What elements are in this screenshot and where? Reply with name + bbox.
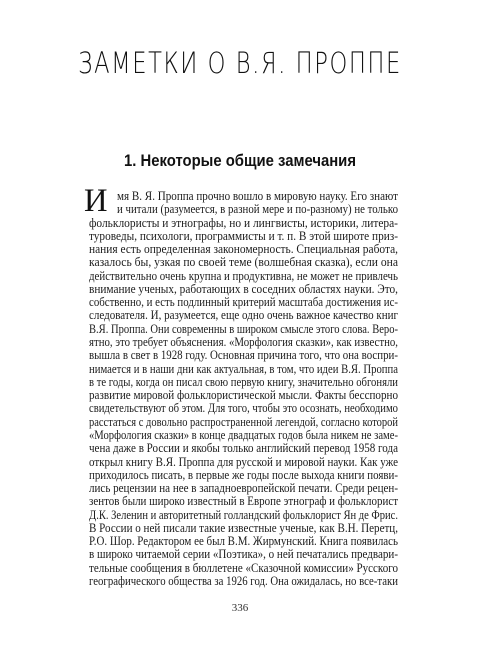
- text-line: собственно, и есть подлинный критерий масштаба достижения ис-: [89, 295, 399, 310]
- text-line: действительно очень крупна и продуктивна, не может не привлечь: [89, 268, 398, 283]
- text-line: внимание ученых, работающих в соседних областях науки. Это,: [89, 281, 398, 296]
- text-line: мя В. Я. Проппа прочно вошло в мировую науку. Его знают: [117, 189, 398, 203]
- text-line: чена даже в России и якобы только английский перевод 1958 года: [89, 441, 399, 456]
- text-line: лись рецензии на нее в западноевропейской печати. Среди рецен-: [89, 481, 398, 496]
- text-line: географического общества за 1926 год. Она ожидалась, но все-таки: [89, 574, 398, 588]
- chapter-title: ЗАМЕТКИ О В.Я. ПРОППЕ: [78, 46, 402, 80]
- text-line: расстаться с довольно распространенной легендой, согласно которой: [89, 414, 398, 429]
- text-line: Д.К. Зеленин и авторитетный голландский фольклорист Ян де Фрис.: [89, 507, 398, 522]
- text-line: туроведы, психологи, программисты и т. п. В этой широте приз-: [89, 228, 398, 243]
- text-line: казалось бы, узкая по своей теме (волшебная сказка), если она: [89, 255, 399, 270]
- page-number: 336: [231, 602, 249, 614]
- text-line: «Морфология сказки» в конце двадцатых годов была никем не заме-: [89, 427, 399, 442]
- text-line: развитие мировой фольклористической мысли. Факты бесспорно: [89, 388, 399, 403]
- text-line: фольклористы и этнографы, но и лингвисты, историки, литера-: [89, 215, 399, 230]
- text-line: зентов были широко известный в Европе этнограф и фольклорист: [89, 494, 399, 509]
- drop-cap: И: [84, 183, 108, 219]
- text-line: В России о ней писали такие известные ученые, как В.Н. Перетц,: [89, 520, 398, 535]
- text-line: приходилось писать, в первые же годы после выхода книги появи-: [89, 467, 398, 482]
- text-line: и читали (разумеется, в разной мере и по-разному) не только: [117, 202, 399, 217]
- text-line: нимается и в наши дни как актуальная, в том, что идеи В.Я. Проппа: [89, 361, 398, 376]
- text-line: тельные сообщения в бюллетене «Сказочной комиссии» Русского: [89, 560, 399, 575]
- text-line: следователя. И, разумеется, еще одно очень важное качество книг: [89, 308, 399, 323]
- text-line: В.Я. Проппа. Они современны в широком смысле этого слова. Веро-: [89, 321, 399, 336]
- text-line: ятно, это требует объяснения. «Морфология сказки», как известно,: [89, 335, 398, 350]
- text-line: свидетельствуют об этом. Для того, чтобы это осознать, необходимо: [89, 401, 398, 416]
- text-line: нания есть определенная закономерность. Специальная работа,: [89, 242, 399, 257]
- text-line: открыл книгу В.Я. Проппа для русской и мировой науки. Как уже: [89, 454, 398, 469]
- text-line: в широко читаемой серии «Поэтика», о ней печатались предвари-: [89, 547, 399, 562]
- text-line: Р.О. Шор. Редактором ее был В.М. Жирмунский. Книга появилась: [89, 534, 399, 549]
- text-line: вышла в свет в 1928 году. Основная причина того, что она воспри-: [89, 348, 398, 363]
- section-heading: 1. Некоторые общие замечания: [124, 152, 356, 170]
- text-line: в те годы, когда он писал свою первую книгу, значительно обгоняли: [89, 374, 399, 389]
